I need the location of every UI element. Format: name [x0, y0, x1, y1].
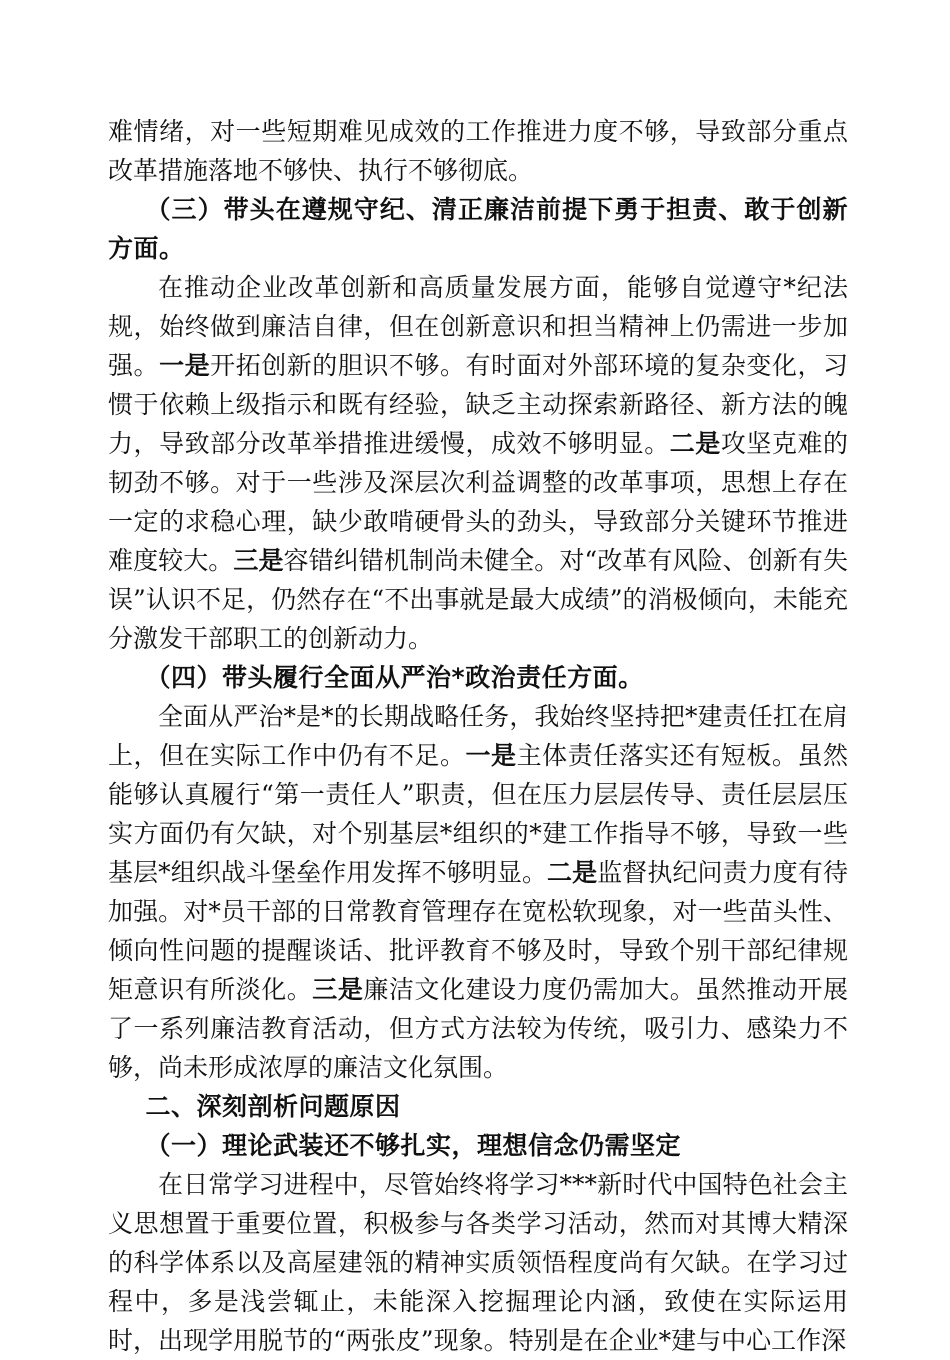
lead-third: 三是 [312, 975, 364, 1004]
paragraph-text: 难情绪，对一些短期难见成效的工作推进力度不够，导致部分重点改革措施落地不够快、执行不够彻底。 [108, 117, 848, 185]
paragraph-text: 在日常学习进程中，尽管始终将学习***新时代中国特色社会主义思想置于重要位置，积极参与各类学习活动，然而对其博大精深的科学体系以及高屋建瓴的精神实质领悟程度尚有欠缺。在学习过程中，多是浅尝辄止，未能深入挖掘理论内涵，致使在实际运用时，出现学用脱节的“两张皮”现象。特别是在企业*建与中心工作深 [108, 1170, 848, 1355]
heading-subsection-1: （一）理论武装还不够扎实，理想信念仍需坚定 [145, 1131, 682, 1160]
paragraph-text: 开拓创新的胆识不够。有时面对外部环境的复杂变化，习惯于依赖上级指示和既有经验，缺乏主动探索新路径、新方法的魄力，导致部分改革举措推进缓慢，成效不够明显。 [108, 351, 848, 458]
paragraph-text: 主体责任落实还有短板。虽然能够认真履行“第一责任人”职责，但在压力层层传导、责任层层压实方面仍有欠缺，对个别基层*组织的*建工作指导不够，导致一些基层*组织战斗堡垒作用发挥不够明显。 [108, 741, 848, 887]
paragraph-theory-study [108, 1165, 848, 1360]
lead-second: 二是 [669, 429, 721, 458]
paragraph-text: 攻坚克难的韧劲不够。对于一些涉及深层次利益调整的改革事项，思想上存在一定的求稳心理，缺少敢啃硬骨头的劲头，导致部分关键环节推进难度较大。 [108, 429, 848, 575]
heading-section-4: （四）带头履行全面从严治*政治责任方面。 [145, 663, 644, 692]
document-page [108, 112, 848, 1360]
lead-second: 二是 [547, 858, 598, 887]
paragraph-text: 容错纠错机制尚未健全。对“改革有风险、创新有失误”认识不足，仍然存在“不出事就是最大成绩”的消极倾向，未能充分激发干部职工的创新动力。 [108, 546, 848, 653]
lead-first: 一是 [465, 741, 517, 770]
lead-third: 三是 [233, 546, 284, 575]
heading-part-two: 二、深刻剖析问题原因 [145, 1092, 401, 1121]
paragraph-innovation-intro [108, 268, 848, 658]
paragraph-text: 全面从严治*是*的长期战略任务，我始终坚持把*建责任扛在肩上，但在实际工作中仍有不足。 [108, 702, 848, 770]
paragraph-continuation [108, 112, 848, 190]
lead-first: 一是 [159, 351, 211, 380]
paragraph-text: 监督执纪问责力度有待加强。对*员干部的日常教育管理存在宽松软现象，对一些苗头性、倾向性问题的提醒谈话、批评教育不够及时，导致个别干部纪律规矩意识有所淡化。 [108, 858, 848, 1004]
heading-section-3: （三）带头在遵规守纪、清正廉洁前提下勇于担责、敢于创新方面。 [108, 195, 848, 263]
paragraph-text: 廉洁文化建设力度仍需加大。虽然推动开展了一系列廉洁教育活动，但方式方法较为传统，吸引力、感染力不够，尚未形成浓厚的廉洁文化氛围。 [108, 975, 848, 1082]
paragraph-text: 在推动企业改革创新和高质量发展方面，能够自觉遵守*纪法规，始终做到廉洁自律，但在创新意识和担当精神上仍需进一步加强。 [108, 273, 848, 380]
paragraph-party-discipline [108, 697, 848, 1087]
